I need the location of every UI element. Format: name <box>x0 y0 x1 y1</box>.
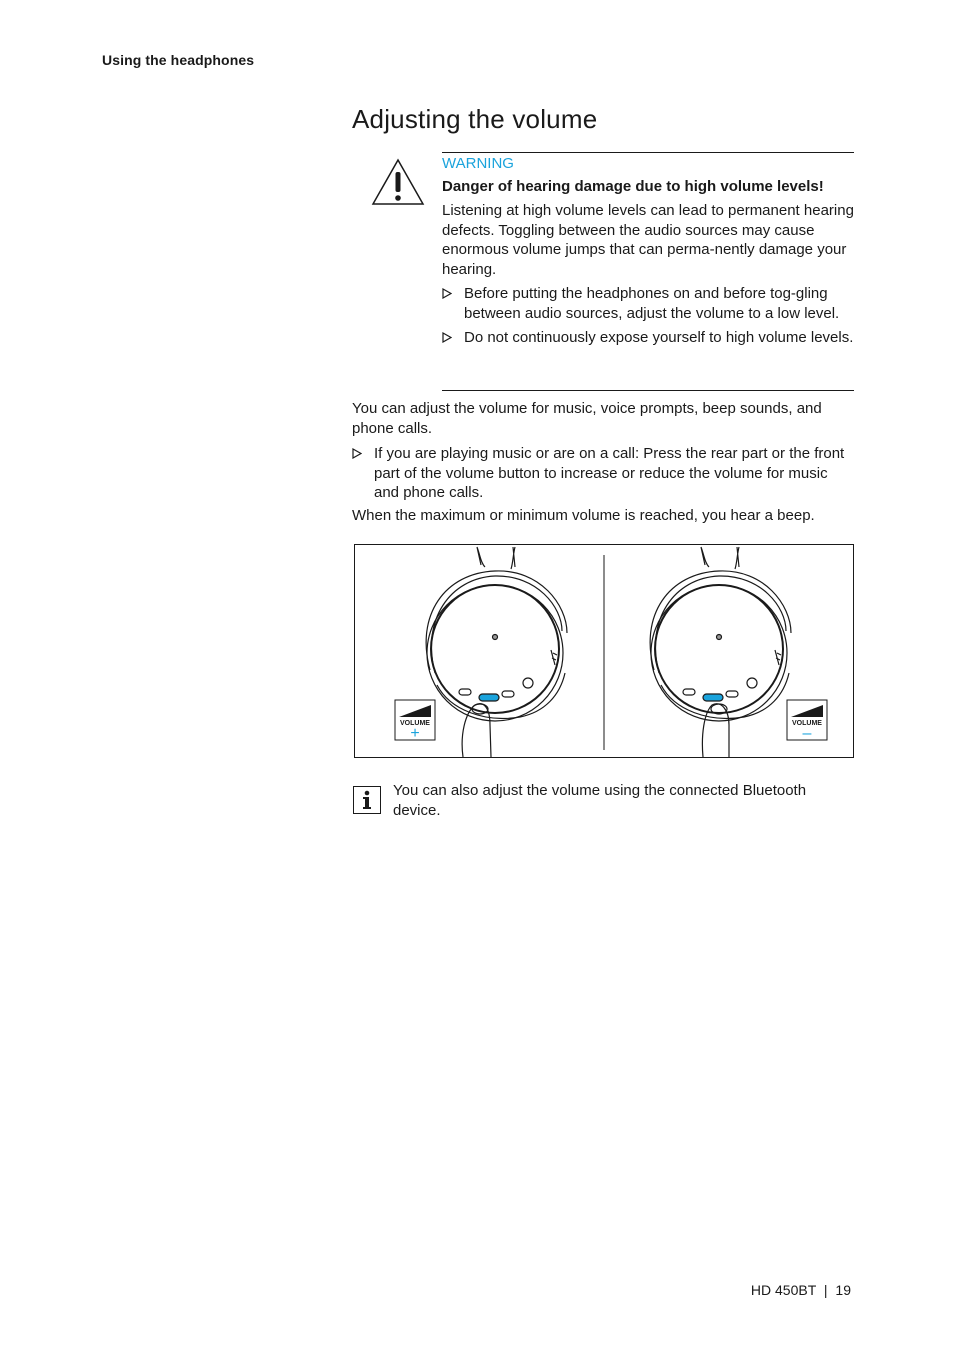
volume-plus-sign: + <box>410 725 420 742</box>
footer-separator: | <box>823 1282 828 1298</box>
product-name: HD 450BT <box>750 1282 816 1298</box>
info-icon <box>353 786 381 814</box>
warning-block <box>442 154 854 348</box>
volume-badge-left <box>395 700 435 742</box>
step-instruction <box>352 444 854 503</box>
volume-illustration <box>354 544 854 758</box>
step-text: If you are playing music or are on a call: Press the rear part or the front part of the volume button to increase or reduce the volume for music and phone calls. <box>374 445 845 501</box>
warning-text: Listening at high volume levels can lead to permanent hearing defects. Toggling between the audio sources may cause enormous volume jumps that can perma-nently damage your hearing. <box>442 202 854 278</box>
warning-rule-bottom <box>442 390 854 391</box>
warning-triangle-icon <box>371 158 425 206</box>
info-note: You can also adjust the volume using the connected Bluetooth device. <box>393 782 807 819</box>
headphone-volume-drawing <box>355 545 853 757</box>
page-number: 19 <box>835 1282 851 1298</box>
bullet-triangle-icon <box>442 288 452 299</box>
warning-rule-top <box>442 152 854 153</box>
bullet-triangle-icon <box>352 448 362 459</box>
volume-minus-sign: – <box>802 725 812 742</box>
intro-paragraph: You can adjust the volume for music, voice prompts, beep sounds, and phone calls. <box>352 400 822 437</box>
volume-badge-left-label: VOLUME <box>400 720 430 727</box>
headphone-right-illustration <box>650 547 791 757</box>
volume-badge-right-label: VOLUME <box>792 720 822 727</box>
page-footer <box>751 1282 851 1298</box>
result-paragraph: When the maximum or minimum volume is reached, you hear a beep. <box>352 507 815 524</box>
warning-bullet <box>442 328 854 348</box>
warning-label: WARNING <box>442 155 514 172</box>
volume-badge-right <box>787 700 827 742</box>
warning-bullet <box>442 284 854 323</box>
page-title: Adjusting the volume <box>352 104 598 134</box>
section-header: Using the headphones <box>102 52 255 68</box>
headphone-left-illustration <box>426 547 567 757</box>
warning-bullet-text: Do not continuously expose yourself to high volume levels. <box>464 329 854 346</box>
bullet-triangle-icon <box>442 332 452 343</box>
warning-bullet-text: Before putting the headphones on and before tog-gling between audio sources, adjust the volume to a low level. <box>464 285 840 322</box>
warning-heading: Danger of hearing damage due to high volume levels! <box>442 177 824 195</box>
